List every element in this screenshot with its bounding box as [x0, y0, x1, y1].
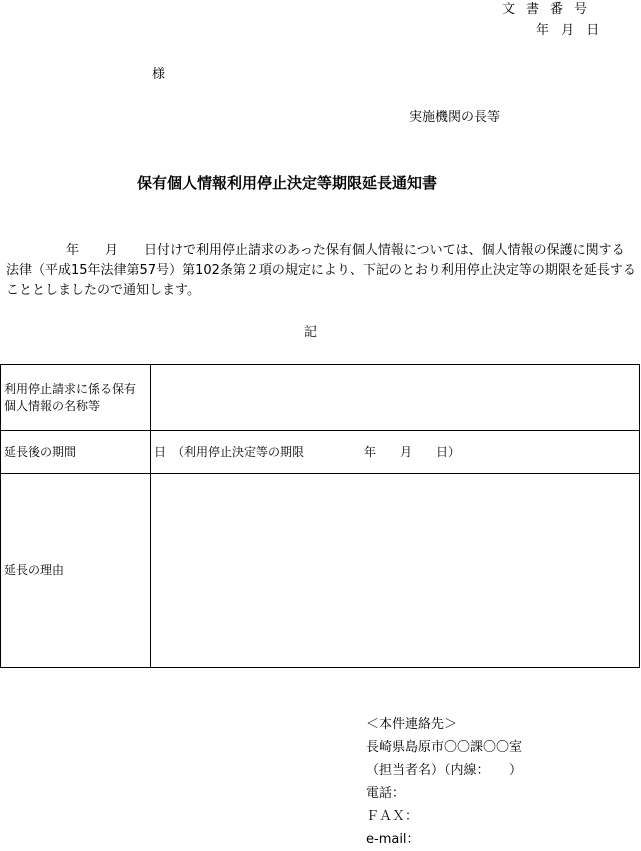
record-table	[0, 364, 640, 668]
extended-period-value: 日 （利用停止決定等の期限 年 月 日）	[151, 431, 640, 474]
contact-heading: ＜本件連絡先＞	[366, 717, 458, 732]
sender-label: 実施機関の長等	[409, 110, 501, 125]
extension-reason-value	[151, 474, 640, 668]
addressee-honorific: 様	[152, 67, 166, 82]
table-row	[1, 474, 640, 668]
extended-period-label: 延長後の期間	[1, 431, 151, 474]
info-name-label: 利用停止請求に係る保有個人情報の名称等	[1, 365, 151, 431]
table-row	[1, 431, 640, 474]
ki-marker: 記	[304, 325, 318, 340]
document-title: 保有個人情報利用停止決定等期限延長通知書	[137, 174, 438, 192]
body-paragraph: 年 月 日付けで利用停止請求のあった保有個人情報については、個人情報の保護に関する法律（平成15年法律第57号）第102条第２項の規定により、下記のとおり利用停止決定等の期限を延長することとしましたので通知します。	[6, 243, 636, 298]
contact-phone: 電話：	[366, 786, 406, 801]
document-number-label: 文書番号	[502, 2, 599, 17]
contact-person: （担当者名）（内線： ）	[366, 763, 523, 778]
contact-email: e-mail：	[366, 832, 420, 847]
table-row	[1, 365, 640, 431]
info-name-value	[151, 365, 640, 431]
contact-fax: ＦＡＸ：	[366, 809, 419, 824]
document-date-label: 年 月 日	[536, 23, 600, 38]
extension-reason-label: 延長の理由	[1, 474, 151, 668]
contact-department: 長崎県島原市〇〇課〇〇室	[366, 740, 523, 755]
contact-block	[366, 713, 522, 851]
